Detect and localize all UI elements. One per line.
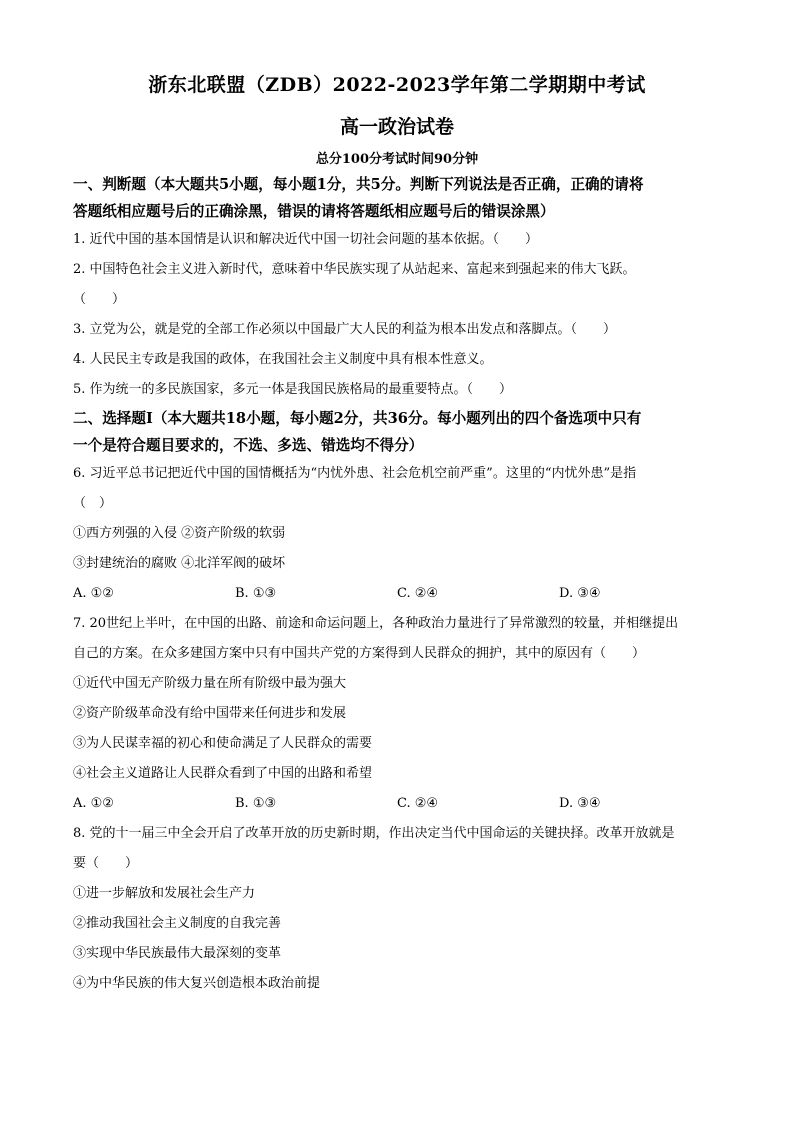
statement: ①近代中国无产阶级力量在所有阶级中最为强大 bbox=[73, 676, 347, 691]
option-c: C. ②④ bbox=[397, 796, 439, 811]
question-5: 5. 作为统一的多民族国家，多元一体是我国民族格局的最重要特点。（ ） bbox=[73, 382, 513, 397]
option-a: A. ①② bbox=[73, 796, 114, 811]
exam-info: 总分100分考试时间90分钟 bbox=[315, 152, 479, 167]
statement: ②资产阶级革命没有给中国带来任何进步和发展 bbox=[73, 706, 347, 721]
question-6-blank: （ ） bbox=[73, 496, 113, 511]
section-judgment bbox=[73, 171, 723, 405]
exam-title: 浙东北联盟（ZDB）2022-2023学年第二学期期中考试 bbox=[148, 74, 646, 96]
statement: ①西方列强的入侵 ②资产阶级的软弱 bbox=[73, 526, 286, 541]
statement: ④社会主义道路让人民群众看到了中国的出路和希望 bbox=[73, 766, 373, 781]
question-3: 3. 立党为公，就是党的全部工作必须以中国最广大人民的利益为根本出发点和落脚点。（ ） bbox=[73, 322, 617, 337]
question-7-cont: 自己的方案。在众多建国方案中只有中国共产党的方案得到人民群众的拥护，其中的原因有（ ） bbox=[73, 646, 646, 661]
option-b: B. ①③ bbox=[235, 796, 277, 811]
section-heading: 二、选择题Ⅰ（本大题共18小题，每小题2分，共36分。每小题列出的四个备选项中只有 bbox=[73, 410, 642, 427]
statement: ②推动我国社会主义制度的自我完善 bbox=[73, 916, 282, 931]
option-c: C. ②④ bbox=[397, 586, 439, 601]
exam-subtitle: 高一政治试卷 bbox=[339, 116, 454, 138]
option-b: B. ①③ bbox=[235, 586, 277, 601]
statement: ③封建统治的腐败 ④北洋军阀的破坏 bbox=[73, 556, 286, 571]
question-8-cont: 要（ ） bbox=[73, 856, 139, 871]
option-d: D. ③④ bbox=[559, 796, 601, 811]
question-8: 8. 党的十一届三中全会开启了改革开放的历史新时期，作出决定当代中国命运的关键抉择。改革开放就是 bbox=[73, 826, 675, 841]
question-6: 6. 习近平总书记把近代中国的国情概括为“内忧外患、社会危机空前严重”。这里的“内忧外患”是指 bbox=[73, 466, 637, 481]
statement: ④为中华民族的伟大复兴创造根本政治前提 bbox=[73, 976, 321, 991]
question-4: 4. 人民民主专政是我国的政体，在我国社会主义制度中具有根本性意义。 bbox=[73, 352, 493, 367]
section-choice bbox=[73, 405, 723, 999]
section-heading: 一个是符合题目要求的，不选、多选、错选均不得分） bbox=[73, 437, 424, 454]
question-2-blank: （ ） bbox=[73, 292, 126, 307]
answer-options bbox=[73, 789, 723, 819]
statement: ③实现中华民族最伟大最深刻的变革 bbox=[73, 946, 282, 961]
section-heading: 一、判断题（本大题共5小题，每小题1分，共5分。判断下列说法是否正确，正确的请将 bbox=[73, 176, 644, 193]
answer-options bbox=[73, 579, 723, 609]
statement: ③为人民谋幸福的初心和使命满足了人民群众的需要 bbox=[73, 736, 373, 751]
statement: ①进一步解放和发展社会生产力 bbox=[73, 886, 256, 901]
question-7: 7. 20世纪上半叶，在中国的出路、前途和命运问题上，各种政治力量进行了异常激烈的较量，并相继提出 bbox=[73, 616, 679, 631]
exam-body bbox=[73, 171, 723, 999]
question-1: 1. 近代中国的基本国情是认识和解决近代中国一切社会问题的基本依据。（ ） bbox=[73, 232, 539, 247]
question-2: 2. 中国特色社会主义进入新时代，意味着中华民族实现了从站起来、富起来到强起来的伟大飞跃。 bbox=[73, 262, 636, 277]
option-d: D. ③④ bbox=[559, 586, 601, 601]
option-a: A. ①② bbox=[73, 586, 114, 601]
section-heading: 答题纸相应题号后的正确涂黑，错误的请将答题纸相应题号后的错误涂黑） bbox=[73, 203, 555, 220]
